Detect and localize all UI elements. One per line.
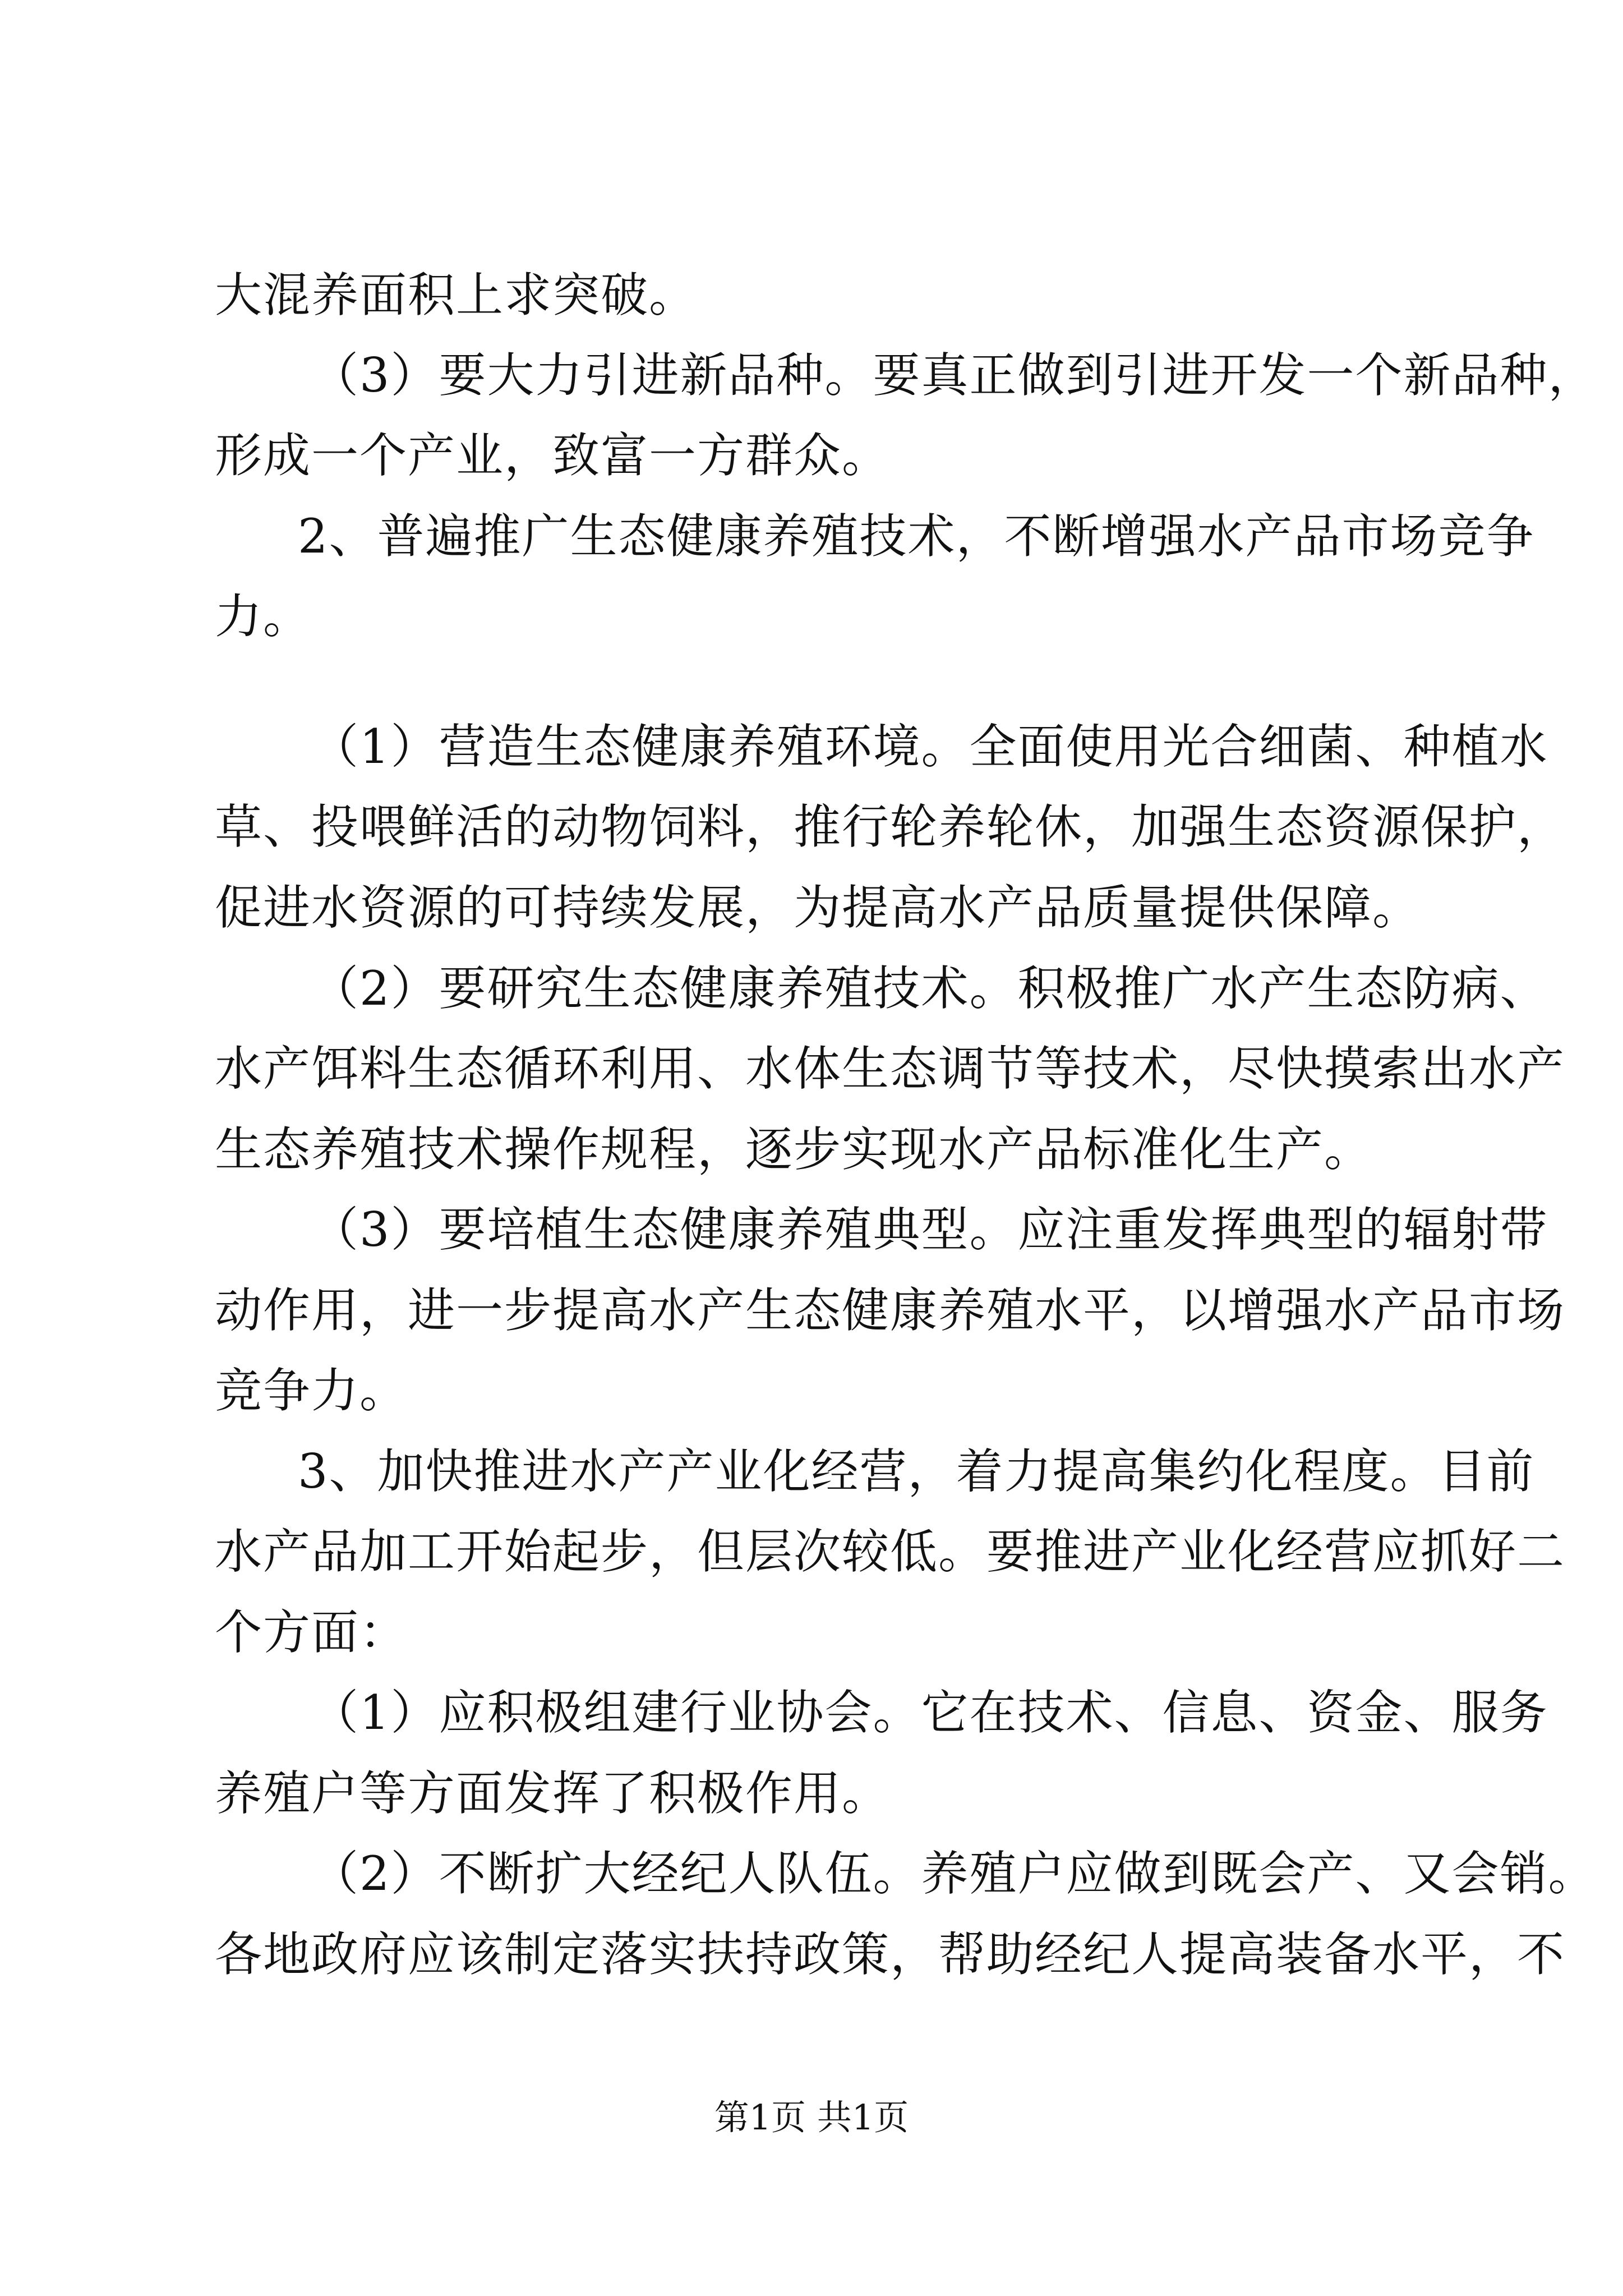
text-line: 形成一个产业，致富一方群众。 — [215, 428, 891, 483]
text-line: （2）要研究生态健康养殖技术。积极推广水产生态防病、 — [311, 961, 1548, 1016]
text-line: （3）要大力引进新品种。要真正做到引进开发一个新品种， — [311, 348, 1597, 403]
text-line: 个方面： — [215, 1605, 408, 1660]
text-line: 草、投喂鲜活的动物饲料，推行轮养轮休，加强生态资源保护， — [215, 799, 1566, 854]
text-line: 生态养殖技术操作规程，逐步实现水产品标准化生产。 — [215, 1122, 1373, 1177]
text-line: 2、普遍推广生态健康养殖技术，不断增强水产品市场竞争 — [298, 509, 1535, 564]
text-line: 各地政府应该制定落实扶持政策，帮助经纪人提高装备水平，不 — [215, 1927, 1566, 1982]
text-line: 动作用，进一步提高水产生态健康养殖水平，以增强水产品市场 — [215, 1283, 1566, 1338]
text-line: （2）不断扩大经纪人队伍。养殖户应做到既会产、又会销。 — [311, 1846, 1597, 1901]
text-line: 大混养面积上求突破。 — [215, 268, 698, 323]
text-line: （1）应积极组建行业协会。它在技术、信息、资金、服务 — [311, 1685, 1548, 1740]
text-line: （1）营造生态健康养殖环境。全面使用光合细菌、种植水 — [311, 719, 1548, 774]
text-line: 养殖户等方面发挥了积极作用。 — [215, 1766, 891, 1821]
text-line: 力。 — [215, 589, 312, 644]
text-line: 竞争力。 — [215, 1363, 408, 1418]
page-footer: 第1页 共1页 — [714, 2097, 909, 2138]
text-line: （3）要培植生态健康养殖典型。应注重发挥典型的辐射带 — [311, 1202, 1548, 1257]
text-line: 水产饵料生态循环利用、水体生态调节等技术，尽快摸索出水产 — [215, 1041, 1566, 1096]
text-line: 水产品加工开始起步，但层次较低。要推进产业化经营应抓好二 — [215, 1524, 1566, 1579]
text-line: 促进水资源的可持续发展，为提高水产品质量提供保障。 — [215, 880, 1421, 935]
text-line: 3、加快推进水产产业化经营，着力提高集约化程度。目前 — [298, 1444, 1535, 1499]
